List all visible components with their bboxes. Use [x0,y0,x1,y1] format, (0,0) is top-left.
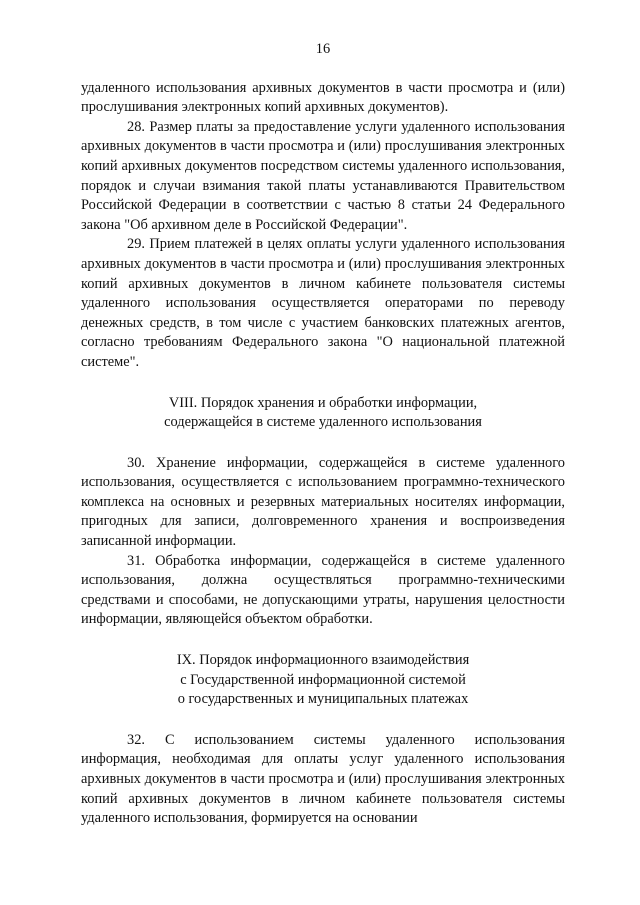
section-heading-line: VIII. Порядок хранения и обработки информации, [168,394,478,411]
section-heading-line: о государственных и муниципальных платежах [177,691,469,708]
section-ix-heading [81,651,565,710]
paragraph-27-continuation: удаленного использования архивных документов в части просмотра и (или) прослушивания электронных копий архивных документов). [81,79,565,116]
section-heading-line: с Государственной информационной системой [180,671,466,688]
paragraph-30: 30. Хранение информации, содержащейся в системе удаленного использования, осуществляется с использованием программно-технического комплекса на основных и резервных материальных носителях информации, пригодных для записи, долговременного хранения и воспроизведения записанной информации. [81,454,565,550]
paragraph-28: 28. Размер платы за предоставление услуги удаленного использования архивных документов в части просмотра и (или) прослушивания электронных копий архивных документов посредством системы удаленного использования, порядок и случаи взимания такой платы устанавливаются Правительством Российской Федерации в соответствии с частью 8 статьи 24 Федерального закона "Об архивном деле в Российской Федерации". [81,118,565,233]
section-heading-line: содержащейся в системе удаленного использования [164,414,482,431]
paragraph-29: 29. Прием платежей в целях оплаты услуги удаленного использования архивных документов в части просмотра и (или) прослушивания электронных копий архивных документов в личном кабинете пользователя системы удаленного использования осуществляется операторами по переводу денежных средств, в том числе с участием банковских платежных агентов, согласно требованиям Федерального закона "О национальной платежной системе". [81,236,565,370]
paragraph-32: 32. С использованием системы удаленного использования информация, необходимая для оплаты услуг удаленного использования архивных документов в части просмотра и (или) прослушивания электронных копий архивных документов в личном кабинете пользователя системы удаленного использования, формируется на основании [81,731,565,827]
paragraph-31: 31. Обработка информации, содержащейся в системе удаленного использования, должна осуществляться программно-техническими средствами и способами, не допускающими утраты, нарушения целостности информации, являющейся объектом обработки. [81,552,565,628]
section-heading-line: IX. Порядок информационного взаимодействия [176,652,470,669]
page-number: 16 [315,41,331,57]
section-viii-heading [81,394,565,433]
